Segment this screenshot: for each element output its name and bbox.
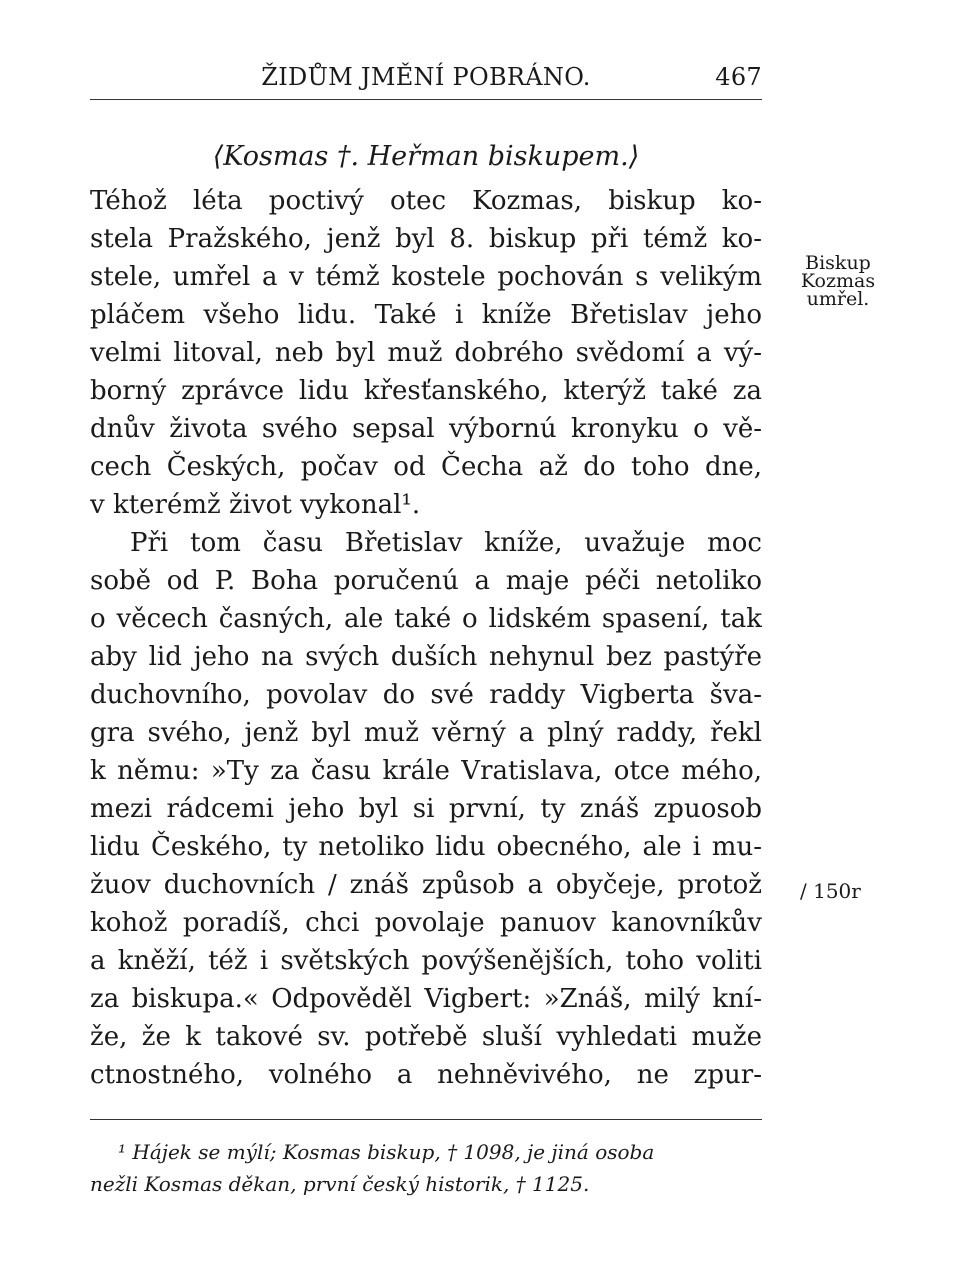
page-number: 467 [715,63,762,91]
text-line: ctnostného, volného a nehněvivého, ne zpur- [90,1060,762,1090]
text-line: Téhož léta poctivý otec Kozmas, biskup ko- [90,186,762,216]
section-title: ⟨Kosmas †. Heřman biskupem.⟩ [212,141,640,172]
text-line: mezi rádcemi jeho byl si první, ty znáš zpuosob [90,794,762,824]
footnotes [90,1136,762,1200]
text-line: kohož poradíš, chci povolaje panuov kanovníkův [90,908,762,938]
footnote-line: nežli Kosmas děkan, první český historik, † 1125. [90,1172,590,1196]
text-line: Při tom času Břetislav kníže, uvažuje moc [130,528,762,558]
running-header [90,62,762,92]
text-line: k němu: »Ty za času krále Vratislava, otce mého, [90,756,762,786]
body-text [90,182,762,1094]
text-line: velmi litoval, neb byl muž dobrého svědomí a vý- [90,338,762,368]
text-line: lidu Českého, ty netoliko lidu obecného, ale i mu- [90,832,762,862]
text-line: stele, umřel a v témž kostele pochován s velikým [90,262,762,292]
text-line: a kněží, též i světských povýšenějších, toho voliti [90,946,762,976]
text-line: za biskupa.« Odpověděl Vigbert: »Znáš, milý kní- [90,984,762,1014]
text-line: sobě od P. Boha poručenú a maje péči netoliko [90,566,762,596]
text-line: aby lid jeho na svých duších nehynul bez pastýře [90,642,762,672]
running-title: ŽIDŮM JMĚNÍ POBRÁNO. [261,63,591,91]
text-line: že, že k takové sv. potřebě sluší vyhledati muže [90,1022,762,1052]
text-line: duchovního, povolav do své raddy Vigberta šva- [90,680,762,710]
text-line: o věcech časných, ale také o lidském spasení, tak [90,604,762,634]
margin-note-line: Kozmas [800,270,876,292]
text-line: borný zprávce lidu křesťanského, kterýž také za [90,376,762,406]
text-line: žuov duchovních / znáš způsob a obyčeje, protož [90,870,762,900]
text-line: stela Pražského, jenž byl 8. biskup při témž ko- [90,224,762,254]
text-line: pláčem všeho lidu. Také i kníže Břetislav jeho [90,300,762,330]
text-line: cech Českých, počav od Čecha až do toho dne, [90,452,762,482]
header-rule [90,99,762,100]
footnote-line: ¹ Hájek se mýlí; Kosmas biskup, † 1098, je jiná osoba [118,1140,655,1164]
text-line: gra svého, jenž byl muž věrný a plný raddy, řekl [90,718,762,748]
text-line: v kterémž život vykonal¹. [90,490,421,520]
margin-folio-mark: / 150r [800,879,861,903]
margin-note-line: umřel. [806,288,870,310]
text-line: dnův života svého sepsal výbornú kronyku o vě- [90,414,762,444]
margin-note-line: Biskup [805,252,871,274]
footnote-rule [90,1119,762,1120]
margin-note [782,254,894,308]
